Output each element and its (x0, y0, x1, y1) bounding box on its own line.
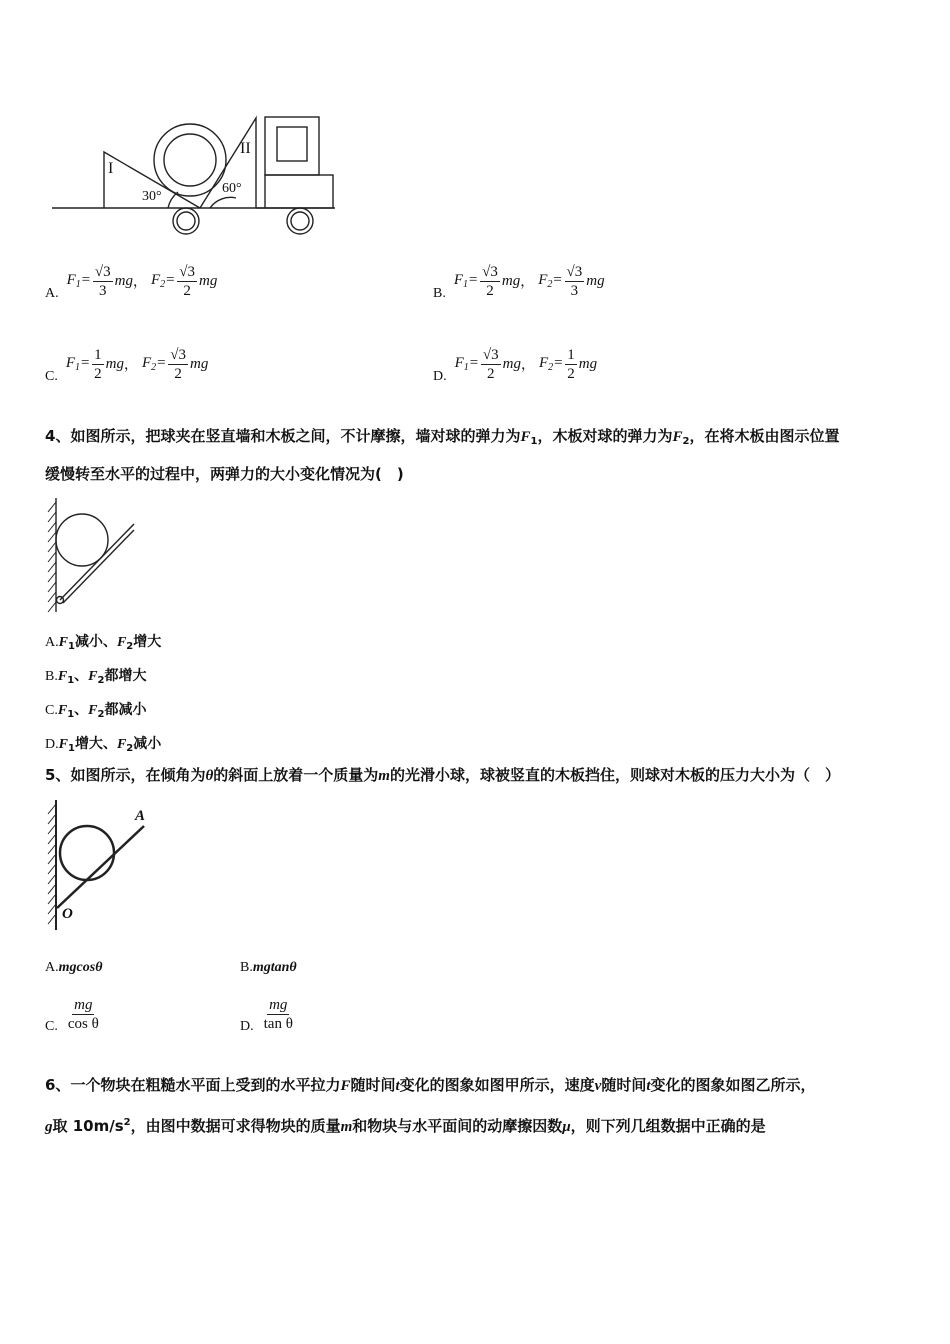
q3-option-b[interactable]: B. $F_1=$ $\frac{√3}{2}$ mg ， $F_2=$ $\frac{√3}{3}$ mg (433, 263, 605, 301)
fraction: $\frac{mg}{\text{cos θ}}$ (67, 996, 99, 1032)
question-6-line-2: g取 $10m/s^2$，由图中数据可求得物块的质量m和物块与水平面间的动摩擦因数μ，则下列几组数据中正确的是 (45, 1117, 766, 1135)
label-i: I (108, 160, 114, 177)
q4-option-c[interactable]: $C.F_1$、$F_2$都减小 (45, 702, 147, 720)
q5-option-b[interactable]: B.mgtanθ (240, 960, 297, 975)
fraction: $\frac{1}{2}$ (94, 346, 102, 382)
label-ii: II (240, 140, 251, 157)
q4-option-a[interactable]: $A.F_1$减小、$F_2$增大 (45, 634, 162, 652)
question-4-line-1: 4、如图所示，把球夹在竖直墙和木板之间，不计摩擦，墙对球的弹力为$F_1$，木板对球的弹力为$F_2$，在将木板由图示位置 (45, 427, 840, 447)
question-6-line-1: 6、一个物块在粗糙水平面上受到的水平拉力F随时间t变化的图象如图甲所示，速度v随时间t变化的图象如图乙所示， (45, 1076, 816, 1094)
question-5-text: 5、如图所示，在倾角为θ的斜面上放着一个质量为m的光滑小球，球被竖直的木板挡住，则球对木板的压力大小为（ ） (45, 766, 840, 784)
fraction: $\frac{√3}{3}$ (94, 263, 111, 299)
fraction: $\frac{√3}{2}$ (170, 346, 187, 382)
question-4-line-2: 缓慢转至水平的过程中，两弹力的大小变化情况为( ) (45, 465, 404, 483)
q4-option-d[interactable]: $D.F_1$增大、$F_2$减小 (45, 736, 162, 754)
fraction: $\frac{mg}{\text{tan θ}}$ (263, 996, 293, 1032)
fraction: $\frac{√3}{2}$ (482, 263, 498, 299)
q5-option-c[interactable]: C. $\frac{mg}{\text{cos θ}}$ (45, 996, 99, 1034)
fraction: $\frac{√3}{3}$ (566, 263, 583, 299)
q3-option-a[interactable]: A. $F_1=$ $\frac{√3}{3}$ mg ， $F_2=$ $\frac{√3}{2}$ mg (45, 263, 218, 301)
fraction: $\frac{√3}{2}$ (482, 346, 499, 382)
fraction: $\frac{√3}{2}$ (179, 263, 196, 299)
q5-option-a[interactable]: A.mgcosθ (45, 960, 103, 975)
fig-label-o: O (62, 906, 73, 922)
fraction: $\frac{1}{2}$ (567, 346, 575, 382)
q5-option-d[interactable]: D. $\frac{mg}{\text{tan θ}}$ (240, 996, 293, 1034)
angle-60-label: 60° (222, 181, 242, 196)
angle-30-label: 30° (142, 189, 162, 204)
fig-label-a: A (135, 808, 146, 824)
q3-option-c[interactable]: C. $F_1=$ $\frac{1}{2}$ mg ， $F_2=$ $\frac{√3}{2}$ mg (45, 346, 209, 384)
q4-option-b[interactable]: $B.F_1$、$F_2$都增大 (45, 668, 147, 686)
q3-option-d[interactable]: D. $F_1=$ $\frac{√3}{2}$ mg ， $F_2=$ $\frac{1}{2}$ mg (433, 346, 598, 384)
